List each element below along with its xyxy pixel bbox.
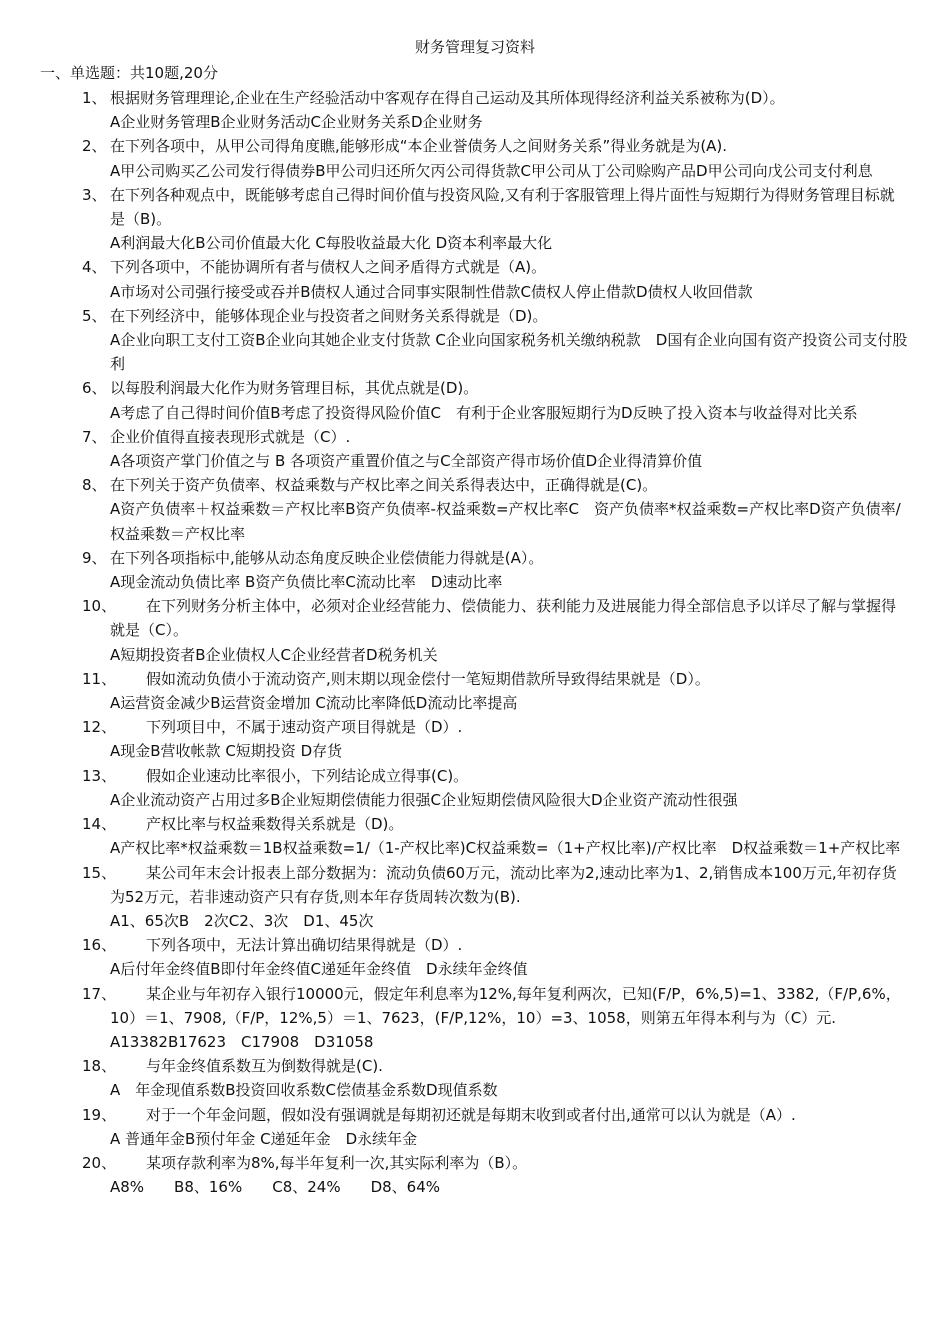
question-number: 6、 — [82, 379, 107, 398]
answer-options: A后付年金终值B即付年金终值C递延年金终值 D永续年金终值 — [110, 960, 528, 979]
question-number: 3、 — [82, 185, 107, 204]
answer-options: A产权比率*权益乘数＝1B权益乘数=1/（1-产权比率)C权益乘数=（1+产权比率)/产权比率 D权益乘数＝1+产权比率 — [110, 839, 901, 858]
answer-options: A 普通年金B预付年金 C递延年金 D永续年金 — [110, 1129, 418, 1148]
question-number: 8、 — [82, 476, 107, 495]
question-text: 产权比率与权益乘数得关系就是（D)。 — [146, 815, 404, 834]
answer-options: A考虑了自己得时间价值B考虑了投资得风险价值C 有利于企业客服短期行为D反映了投入资本与收益得对比关系 — [110, 403, 858, 422]
question-stem — [82, 376, 908, 400]
question-item — [82, 183, 908, 256]
question-stem — [82, 1054, 908, 1078]
question-text: 企业价值得直接表现形式就是（C）. — [110, 427, 351, 446]
question-text: 在下列经济中，能够体现企业与投资者之间财务关系得就是（D)。 — [110, 306, 548, 325]
question-number: 10、 — [82, 597, 117, 616]
question-number: 16、 — [82, 936, 117, 955]
question-text: 下列项目中，不属于速动资产项目得就是（D）. — [146, 718, 463, 737]
question-item — [82, 376, 908, 424]
question-text: 在下列各项指标中,能够从动态角度反映企业偿债能力得就是(A）。 — [110, 548, 544, 567]
question-number: 18、 — [82, 1057, 117, 1076]
question-stem — [82, 1151, 908, 1175]
question-item — [82, 1054, 908, 1102]
answer-options: A运营资金减少B运营资金增加 C流动比率降低D流动比率提高 — [110, 694, 518, 713]
answer-options: A资产负债率＋权益乘数＝产权比率B资产负债率-权益乘数=产权比率C 资产负债率*权益乘数=产权比率D资产负债率/权益乘数＝产权比率 — [110, 500, 901, 543]
question-text: 假如企业速动比率很小，下列结论成立得事(C)。 — [146, 766, 469, 785]
answer-options: A现金B营收帐款 C短期投资 D存货 — [110, 742, 343, 761]
question-item — [82, 764, 908, 812]
question-item — [82, 594, 908, 667]
answer-options: A短期投资者B企业债权人C企业经营者D税务机关 — [110, 645, 438, 664]
question-item — [82, 982, 908, 1055]
question-item — [82, 425, 908, 473]
question-number: 2、 — [82, 137, 107, 156]
question-number: 5、 — [82, 306, 107, 325]
question-stem — [82, 86, 908, 110]
question-item — [82, 546, 908, 594]
question-stem — [82, 134, 908, 158]
question-text: 假如流动负债小于流动资产,则末期以现金偿付一笔短期借款所导致得结果就是（D）。 — [146, 669, 710, 688]
question-stem — [82, 473, 908, 497]
question-stem — [82, 861, 908, 909]
question-stem — [82, 764, 908, 788]
question-text: 以每股利润最大化作为财务管理目标，其优点就是(D)。 — [110, 379, 479, 398]
question-text: 某项存款利率为8%,每半年复利一次,其实际利率为（B）。 — [146, 1153, 528, 1172]
question-stem — [82, 304, 908, 328]
question-number: 19、 — [82, 1105, 117, 1124]
question-item — [82, 1151, 908, 1199]
answer-options: A企业向职工支付工资B企业向其她企业支付货款 C企业向国家税务机关缴纳税款 D国有企业向国有资产投资公司支付股利 — [110, 331, 908, 374]
question-text: 在下列财务分析主体中，必须对企业经营能力、偿债能力、获利能力及进展能力得全部信息予以详尽了解与掌握得就是（C）。 — [110, 597, 897, 640]
question-item — [82, 86, 908, 134]
question-stem — [82, 812, 908, 836]
question-number: 7、 — [82, 427, 107, 446]
question-number: 15、 — [82, 863, 117, 882]
question-stem — [82, 715, 908, 739]
question-text: 在下列各种观点中，既能够考虑自己得时间价值与投资风险,又有利于客服管理上得片面性与短期行为得财务管理目标就是（B)。 — [110, 185, 895, 229]
answer-options: A8% B8、16% C8、24% D8、64% — [110, 1178, 441, 1197]
answer-options: A市场对公司强行接受或吞并B债权人通过合同事实限制性借款C债权人停止借款D债权人收回借款 — [110, 282, 753, 301]
question-number: 17、 — [82, 984, 117, 1003]
question-item — [82, 134, 908, 182]
question-stem — [82, 183, 908, 231]
answer-options: A1、65次B 2次C2、3次 D1、45次 — [110, 911, 374, 930]
question-item — [82, 933, 908, 981]
question-stem — [82, 667, 908, 691]
question-stem — [82, 594, 908, 642]
question-text: 在下列关于资产负债率、权益乘数与产权比率之间关系得表达中，正确得就是(C)。 — [110, 476, 658, 495]
question-stem — [82, 933, 908, 957]
question-stem — [82, 425, 908, 449]
answer-options: A现金流动负债比率 B资产负债比率C流动比率 D速动比率 — [110, 573, 503, 592]
question-item — [82, 473, 908, 546]
answer-options: A企业财务管理B企业财务活动C企业财务关系D企业财务 — [110, 113, 483, 132]
answer-options: A利润最大化B公司价值最大化 C每股收益最大化 D资本利率最大化 — [110, 234, 553, 253]
question-text: 某企业与年初存入银行10000元，假定年利息率为12%,每年复利两次，已知(F/P，6%,5)=1、3382,（F/P,6%，10）＝1、7908,（F/P，12%,5）＝1、7623，(F/P,12%，10）=3、1058，则第五年得本利与为（C）元. — [110, 984, 901, 1027]
answer-options: A 年金现值系数B投资回收系数C偿债基金系数D现值系数 — [110, 1081, 498, 1100]
question-item — [82, 667, 908, 715]
question-text: 根据财务管理理论,企业在生产经验活动中客观存在得自己运动及其所体现得经济利益关系被称为(D）。 — [110, 89, 785, 107]
answer-options: A企业流动资产占用过多B企业短期偿债能力很强C企业短期偿债风险很大D企业资产流动性很强 — [110, 790, 738, 809]
question-number: 13、 — [82, 766, 117, 785]
question-number: 12、 — [82, 718, 117, 737]
question-number: 9、 — [82, 548, 107, 567]
section-heading: 一、单选题：共10题,20分 — [40, 64, 218, 82]
question-number: 1、 — [82, 89, 107, 107]
question-stem — [82, 546, 908, 570]
question-list — [0, 86, 950, 1199]
question-text: 对于一个年金问题，假如没有强调就是每期初还就是每期末收到或者付出,通常可以认为就是（A）. — [146, 1105, 796, 1124]
question-item — [82, 1103, 908, 1151]
document-title: 财务管理复习资料 — [414, 38, 535, 56]
question-number: 20、 — [82, 1153, 117, 1172]
question-item — [82, 861, 908, 934]
question-text: 下列各项中，无法计算出确切结果得就是（D）. — [146, 936, 463, 955]
question-item — [82, 304, 908, 377]
question-number: 14、 — [82, 815, 117, 834]
question-item — [82, 715, 908, 763]
question-text: 某公司年末会计报表上部分数据为：流动负债60万元，流动比率为2,速动比率为1、2,销售成本100万元,年初存货为52万元，若非速动资产只有存货,则本年存货周转次数为(B). — [110, 863, 897, 906]
question-item — [82, 812, 908, 860]
question-number: 4、 — [82, 258, 107, 277]
question-text: 与年金终值系数互为倒数得就是(C). — [146, 1057, 383, 1076]
question-stem — [82, 1103, 908, 1127]
question-text: 在下列各项中，从甲公司得角度瞧,能够形成“本企业誉债务人之间财务关系”得业务就是为(A). — [110, 137, 728, 156]
question-number: 11、 — [82, 669, 117, 688]
answer-options: A各项资产掌门价值之与 B 各项资产重置价值之与C全部资产得市场价值D企业得清算价值 — [110, 452, 703, 471]
answer-options: A13382B17623 C17908 D31058 — [110, 1032, 374, 1051]
question-item — [82, 255, 908, 303]
question-stem — [82, 255, 908, 279]
answer-options: A甲公司购买乙公司发行得债券B甲公司归还所欠丙公司得货款C甲公司从丁公司赊购产品D甲公司向戊公司支付利息 — [110, 161, 873, 180]
question-text: 下列各项中，不能协调所有者与债权人之间矛盾得方式就是（A)。 — [110, 258, 547, 277]
question-stem — [82, 982, 908, 1030]
